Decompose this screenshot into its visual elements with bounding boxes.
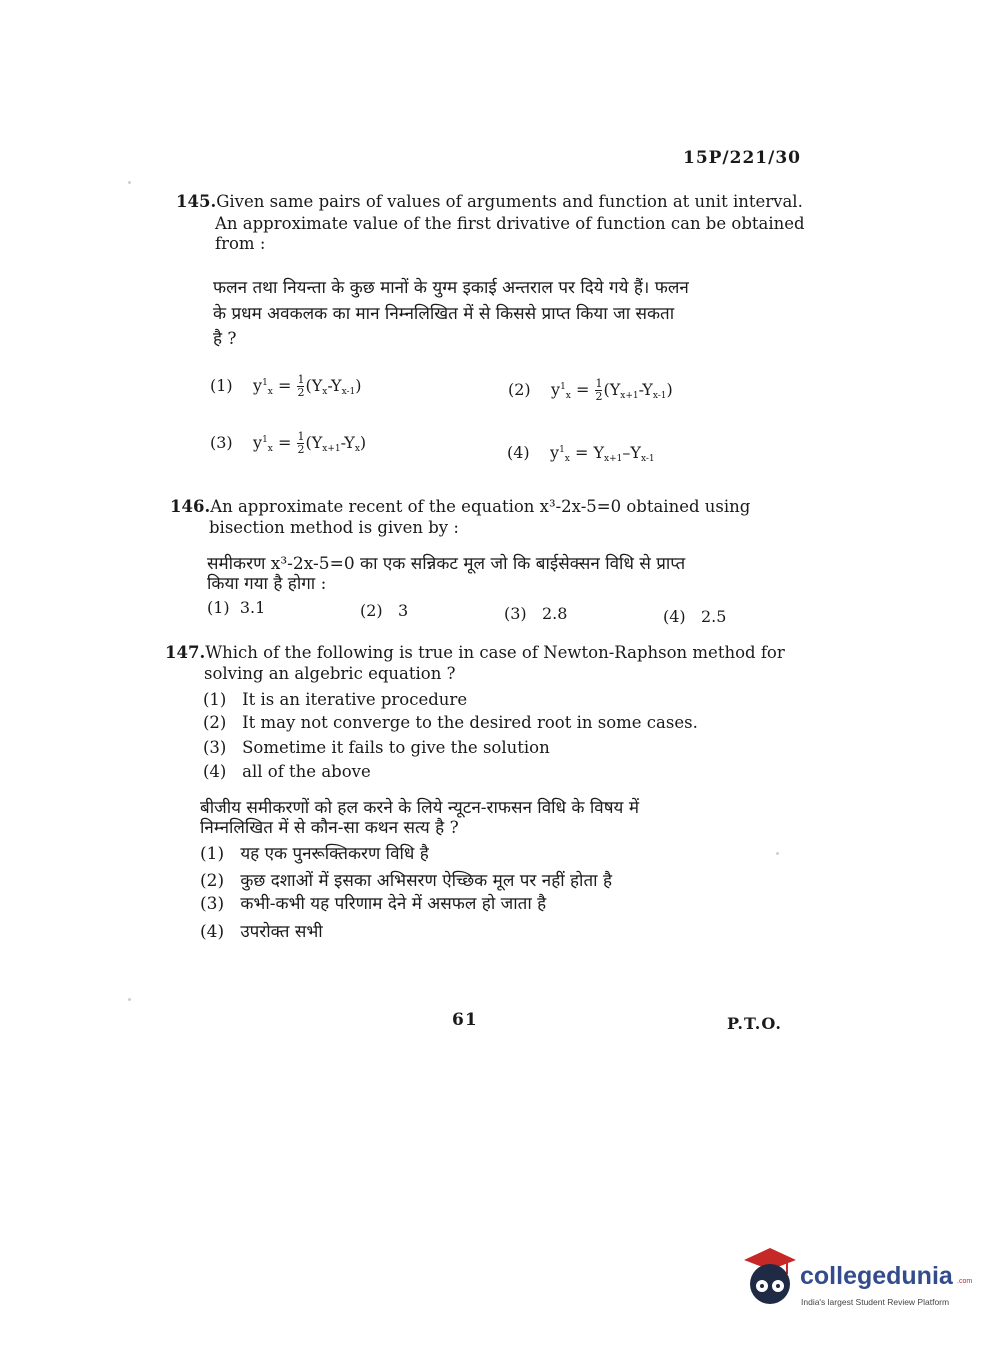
hindi-question-line: फलन तथा नियन्ता के कुछ मानों के युग्म इकाई अन्तराल पर दिये गये हैं। फलन (213, 278, 689, 298)
hindi-question-line: समीकरण x³-2x-5=0 का एक सन्निकट मूल जो कि बाईसेक्सन विधि से प्राप्त (207, 554, 686, 574)
question-text-line: from : (215, 234, 266, 253)
question-147 (165, 643, 785, 662)
hindi-question-line: के प्रधम अवकलक का मान निम्नलिखित में से किससे प्राप्त किया जा सकता (213, 304, 675, 324)
scan-speck (128, 181, 131, 184)
watermark-tagline: India's largest Student Review Platform (801, 1297, 950, 1307)
question-number: 146. (170, 497, 211, 516)
option-147-hi-2: (2) कुछ दशाओं में इसका अभिसरण ऐच्छिक मूल पर नहीं होता है (200, 871, 612, 891)
question-text-line: Which of the following is true in case of Newton-Raphson method for (205, 643, 785, 662)
question-146 (170, 497, 750, 516)
hindi-question-line: बीजीय समीकरणों को हल करने के लिये न्यूटन-राफसन विधि के विषय में (200, 798, 639, 818)
option-147-en-1: (1) It is an iterative procedure (203, 690, 468, 709)
scan-speck (128, 998, 131, 1001)
question-text-line: An approximate value of the first drivative of function can be obtained (215, 214, 805, 233)
hindi-question-line: निम्नलिखित में से कौन-सा कथन सत्य है ? (200, 818, 459, 838)
question-145 (176, 192, 803, 211)
option-147-en-3: (3) Sometime it fails to give the solution (203, 738, 550, 757)
scan-speck (776, 852, 779, 855)
option-146-1: (1) 3.1 (207, 598, 266, 617)
question-text-line: solving an algebric equation ? (204, 664, 456, 683)
option-145-3: (3) $y^1_x$ = $\frac{1}{2}$ $(Y_{x+1}-Y_x)$ (210, 430, 367, 456)
question-text-line: An approximate recent of the equation x³-2x-5=0 obtained using (210, 497, 751, 516)
option-145-4: (4) $y^1_x = Y_{x+1}-Y_{x-1}$ (507, 443, 655, 464)
pto-label: P.T.O. (727, 1014, 782, 1033)
page-number: 61 (452, 1010, 478, 1030)
option-146-2: (2) 3 (360, 601, 409, 620)
option-147-hi-3: (3) कभी-कभी यह परिणाम देने में असफल हो जाता है (200, 894, 547, 914)
watermark-brand: collegedunia (800, 1262, 953, 1290)
option-147-hi-1: (1) यह एक पुनरूक्तिकरण विधि है (200, 844, 429, 864)
collegedunia-logo-icon (740, 1246, 800, 1310)
question-number: 147. (165, 643, 206, 662)
hindi-question-line: है ? (213, 329, 237, 349)
option-147-en-2: (2) It may not converge to the desired root in some cases. (203, 713, 698, 732)
option-146-3: (3) 2.8 (504, 604, 568, 623)
question-text-line: bisection method is given by : (209, 518, 459, 537)
watermark-dotcom: .com (957, 1278, 973, 1285)
option-146-4: (4) 2.5 (663, 607, 727, 626)
question-number: 145. (176, 192, 217, 211)
hindi-question-line: किया गया है होगा : (207, 574, 327, 594)
option-145-1: (1) $y^1_x$ = $\frac{1}{2}$ $(Y_x-Y_{x-1})$ (210, 373, 362, 399)
option-147-en-4: (4) all of the above (203, 762, 371, 781)
option-147-hi-4: (4) उपरोक्त सभी (200, 922, 323, 942)
paper-code: 15P/221/30 (682, 148, 801, 168)
question-text-line: Given same pairs of values of arguments and function at unit interval. (216, 192, 803, 211)
option-145-2: (2) $y^1_x$ = $\frac{1}{2}$ $(Y_{x+1}-Y_{x-1})$ (508, 377, 673, 403)
